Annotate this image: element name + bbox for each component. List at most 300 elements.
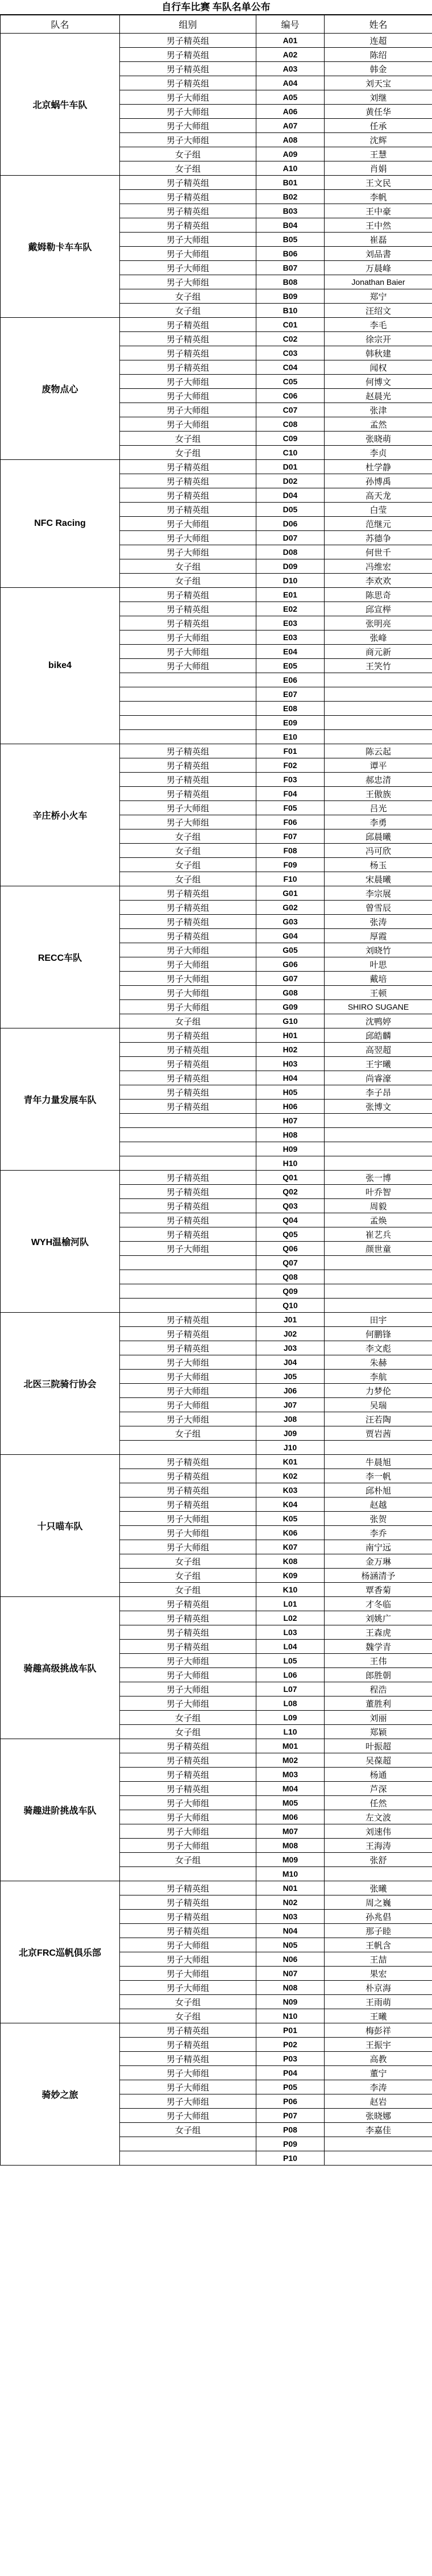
group-cell: 男子大师组 xyxy=(120,2094,256,2109)
group-cell: 男子精英组 xyxy=(120,218,256,233)
rider-name-cell: 戴培 xyxy=(325,972,432,986)
rider-name-cell xyxy=(325,716,432,730)
group-cell: 男子精英组 xyxy=(120,204,256,218)
number-cell: A03 xyxy=(256,62,325,76)
table-row xyxy=(1,176,432,190)
number-cell: B05 xyxy=(256,233,325,247)
number-cell: H02 xyxy=(256,1043,325,1057)
group-cell: 男子精英组 xyxy=(120,176,256,190)
rider-name-cell: 刘姚广 xyxy=(325,1611,432,1625)
number-cell: Q09 xyxy=(256,1284,325,1299)
group-cell: 男子精英组 xyxy=(120,190,256,204)
rider-name-cell: 李乔 xyxy=(325,1526,432,1540)
group-cell: 男子精英组 xyxy=(120,1640,256,1654)
rider-name-cell xyxy=(325,673,432,687)
rider-name-cell: 何鹏锋 xyxy=(325,1327,432,1341)
number-cell: K09 xyxy=(256,1569,325,1583)
group-cell: 女子组 xyxy=(120,1995,256,2009)
team-name-cell: 北医三院骑行协会 xyxy=(1,1313,120,1455)
number-cell: Q02 xyxy=(256,1185,325,1199)
rider-name-cell: 崔磊 xyxy=(325,233,432,247)
rider-name-cell: 牛晨旭 xyxy=(325,1455,432,1469)
group-cell xyxy=(120,1114,256,1128)
rider-name-cell: 果宏 xyxy=(325,1967,432,1981)
rider-name-cell: 李子昂 xyxy=(325,1085,432,1100)
number-cell: J01 xyxy=(256,1313,325,1327)
group-cell: 男子精英组 xyxy=(120,1043,256,1057)
group-cell: 男子精英组 xyxy=(120,1782,256,1796)
group-cell: 女子组 xyxy=(120,559,256,574)
number-cell: L01 xyxy=(256,1597,325,1611)
rider-name-cell: 王森虎 xyxy=(325,1625,432,1640)
rider-name-cell: 叶乔智 xyxy=(325,1185,432,1199)
rider-name-cell: 邱皓麟 xyxy=(325,1028,432,1043)
number-cell: L07 xyxy=(256,1682,325,1696)
number-cell: M08 xyxy=(256,1839,325,1853)
rider-name-cell: 王傲族 xyxy=(325,787,432,801)
number-cell: F08 xyxy=(256,844,325,858)
number-cell: C01 xyxy=(256,318,325,332)
rider-name-cell: 孙兆倡 xyxy=(325,1910,432,1924)
rider-name-cell: 任承 xyxy=(325,119,432,133)
rider-name-cell: 万晨峰 xyxy=(325,261,432,275)
group-cell: 男子精英组 xyxy=(120,1469,256,1483)
number-cell: G05 xyxy=(256,943,325,957)
rider-name-cell xyxy=(325,1270,432,1284)
group-cell xyxy=(120,687,256,702)
group-cell: 男子精英组 xyxy=(120,588,256,602)
number-cell: D02 xyxy=(256,474,325,488)
number-cell: L04 xyxy=(256,1640,325,1654)
group-cell: 男子大师组 xyxy=(120,1682,256,1696)
rider-name-cell: 吕光 xyxy=(325,801,432,815)
group-cell: 男子精英组 xyxy=(120,1199,256,1213)
number-cell: K05 xyxy=(256,1512,325,1526)
team-name-cell: RECC车队 xyxy=(1,886,120,1028)
rider-name-cell: 王海涛 xyxy=(325,1839,432,1853)
number-cell: D10 xyxy=(256,574,325,588)
group-cell xyxy=(120,1128,256,1142)
rider-name-cell: 杨涵清予 xyxy=(325,1569,432,1583)
group-cell: 男子精英组 xyxy=(120,1227,256,1242)
group-cell: 女子组 xyxy=(120,1426,256,1441)
number-cell: J08 xyxy=(256,1412,325,1426)
group-cell: 男子大师组 xyxy=(120,1526,256,1540)
rider-name-cell: 李帆 xyxy=(325,190,432,204)
group-cell: 男子大师组 xyxy=(120,972,256,986)
number-cell: Q01 xyxy=(256,1171,325,1185)
rider-name-cell: 张涛 xyxy=(325,915,432,929)
group-cell xyxy=(120,730,256,744)
group-cell: 女子组 xyxy=(120,1569,256,1583)
group-cell: 男子大师组 xyxy=(120,389,256,403)
team-name-cell: 戴姆勒卡车车队 xyxy=(1,176,120,318)
number-cell: A09 xyxy=(256,147,325,161)
number-cell: A06 xyxy=(256,105,325,119)
group-cell xyxy=(120,1142,256,1156)
number-cell: E02 xyxy=(256,602,325,616)
number-cell: N02 xyxy=(256,1895,325,1910)
rider-name-cell: 赵越 xyxy=(325,1498,432,1512)
rider-name-cell xyxy=(325,1114,432,1128)
number-cell: C05 xyxy=(256,375,325,389)
number-cell: E03 xyxy=(256,630,325,645)
number-cell: G04 xyxy=(256,929,325,943)
number-cell: K06 xyxy=(256,1526,325,1540)
group-cell: 男子精英组 xyxy=(120,901,256,915)
group-cell: 男子大师组 xyxy=(120,247,256,261)
rider-name-cell: 张津 xyxy=(325,403,432,417)
number-cell: A07 xyxy=(256,119,325,133)
number-cell: A05 xyxy=(256,90,325,105)
rider-name-cell: 芦深 xyxy=(325,1782,432,1796)
rider-name-cell: 张峰 xyxy=(325,630,432,645)
number-cell: F04 xyxy=(256,787,325,801)
number-cell: A01 xyxy=(256,34,325,48)
rider-name-cell: 李文彪 xyxy=(325,1341,432,1355)
rider-name-cell: 沈辉 xyxy=(325,133,432,147)
rider-name-cell: 南宁远 xyxy=(325,1540,432,1554)
number-cell: F03 xyxy=(256,773,325,787)
group-cell: 男子精英组 xyxy=(120,1071,256,1085)
table-row xyxy=(1,1881,432,1895)
group-cell xyxy=(120,1156,256,1171)
rider-name-cell: 连超 xyxy=(325,34,432,48)
number-cell: K04 xyxy=(256,1498,325,1512)
group-cell: 男子精英组 xyxy=(120,915,256,929)
table-row xyxy=(1,1028,432,1043)
group-cell: 男子精英组 xyxy=(120,758,256,773)
group-cell: 男子精英组 xyxy=(120,1895,256,1910)
group-cell: 男子精英组 xyxy=(120,318,256,332)
rider-name-cell: 厚霞 xyxy=(325,929,432,943)
rider-name-cell: 董宁 xyxy=(325,2066,432,2080)
group-cell: 男子大师组 xyxy=(120,119,256,133)
group-cell: 男子精英组 xyxy=(120,503,256,517)
team-name-cell: 骑趣进阶挑战车队 xyxy=(1,1739,120,1881)
number-cell: L08 xyxy=(256,1696,325,1711)
rider-name-cell: 孟焕 xyxy=(325,1213,432,1227)
team-name-cell: bike4 xyxy=(1,588,120,744)
rider-name-cell: 朴京海 xyxy=(325,1981,432,1995)
group-cell: 男子大师组 xyxy=(120,1412,256,1426)
number-cell: H01 xyxy=(256,1028,325,1043)
rider-name-cell: 郎胜朝 xyxy=(325,1668,432,1682)
rider-name-cell: 杨通 xyxy=(325,1768,432,1782)
rider-name-cell: 李涛 xyxy=(325,2080,432,2094)
rider-name-cell: 邱宣榉 xyxy=(325,602,432,616)
number-cell: L02 xyxy=(256,1611,325,1625)
group-cell: 男子大师组 xyxy=(120,2066,256,2080)
number-cell: J03 xyxy=(256,1341,325,1355)
group-cell: 男子精英组 xyxy=(120,616,256,630)
number-cell: M04 xyxy=(256,1782,325,1796)
number-cell: D04 xyxy=(256,488,325,503)
number-cell: L06 xyxy=(256,1668,325,1682)
rider-name-cell: 邱朴旭 xyxy=(325,1483,432,1498)
rider-name-cell: 赵晨光 xyxy=(325,389,432,403)
number-cell: N05 xyxy=(256,1938,325,1952)
rider-name-cell: Jonathan Baier xyxy=(325,275,432,289)
group-cell: 男子精英组 xyxy=(120,886,256,901)
group-cell: 女子组 xyxy=(120,829,256,844)
rider-name-cell: 汪绍文 xyxy=(325,304,432,318)
rider-name-cell: 肖娟 xyxy=(325,161,432,176)
number-cell: N03 xyxy=(256,1910,325,1924)
rider-name-cell xyxy=(325,1299,432,1313)
group-cell xyxy=(120,2137,256,2151)
number-cell: N07 xyxy=(256,1967,325,1981)
rider-name-cell: 王文民 xyxy=(325,176,432,190)
number-cell: N01 xyxy=(256,1881,325,1895)
team-name-cell: 废物点心 xyxy=(1,318,120,460)
number-cell: H10 xyxy=(256,1156,325,1171)
number-cell: P02 xyxy=(256,2038,325,2052)
number-cell: H09 xyxy=(256,1142,325,1156)
number-cell: D05 xyxy=(256,503,325,517)
rider-name-cell xyxy=(325,1128,432,1142)
group-cell: 男子大师组 xyxy=(120,630,256,645)
team-name-cell: 骑妙之旅 xyxy=(1,2023,120,2166)
rider-name-cell: 高天龙 xyxy=(325,488,432,503)
group-cell: 女子组 xyxy=(120,2123,256,2137)
group-cell: 男子精英组 xyxy=(120,1313,256,1327)
number-cell: P09 xyxy=(256,2137,325,2151)
number-cell: A04 xyxy=(256,76,325,90)
rider-name-cell: 崔艺兵 xyxy=(325,1227,432,1242)
group-cell xyxy=(120,1441,256,1455)
group-cell: 男子大师组 xyxy=(120,659,256,673)
group-cell: 女子组 xyxy=(120,1725,256,1739)
number-cell: E01 xyxy=(256,588,325,602)
number-cell: E09 xyxy=(256,716,325,730)
group-cell: 男子大师组 xyxy=(120,403,256,417)
group-cell xyxy=(120,716,256,730)
number-cell: E07 xyxy=(256,687,325,702)
number-cell: Q05 xyxy=(256,1227,325,1242)
group-cell xyxy=(120,1256,256,1270)
rider-name-cell: 孙博禹 xyxy=(325,474,432,488)
number-cell: B03 xyxy=(256,204,325,218)
group-cell: 男子大师组 xyxy=(120,1810,256,1824)
group-cell: 女子组 xyxy=(120,161,256,176)
number-cell: P08 xyxy=(256,2123,325,2137)
number-cell: J05 xyxy=(256,1370,325,1384)
table-header xyxy=(1,15,432,34)
rider-name-cell: 李勇 xyxy=(325,815,432,829)
rider-name-cell: 杜学静 xyxy=(325,460,432,474)
number-cell: P04 xyxy=(256,2066,325,2080)
group-cell: 男子精英组 xyxy=(120,346,256,360)
group-cell xyxy=(120,1299,256,1313)
rider-name-cell: 梅彭祥 xyxy=(325,2023,432,2038)
rider-name-cell: 黄任华 xyxy=(325,105,432,119)
group-cell: 男子大师组 xyxy=(120,1540,256,1554)
rider-name-cell xyxy=(325,730,432,744)
group-cell: 男子大师组 xyxy=(120,1796,256,1810)
number-cell: B06 xyxy=(256,247,325,261)
group-cell: 男子精英组 xyxy=(120,488,256,503)
table-row xyxy=(1,318,432,332)
group-cell: 男子大师组 xyxy=(120,1000,256,1014)
group-cell: 男子精英组 xyxy=(120,1768,256,1782)
number-cell: L10 xyxy=(256,1725,325,1739)
group-cell: 男子精英组 xyxy=(120,34,256,48)
number-cell: M07 xyxy=(256,1824,325,1839)
group-cell: 男子精英组 xyxy=(120,1341,256,1355)
sheet-title: 自行车比赛 车队名单公布 xyxy=(0,0,432,15)
group-cell: 男子大师组 xyxy=(120,1355,256,1370)
group-cell: 男子精英组 xyxy=(120,929,256,943)
rider-name-cell: 李贞 xyxy=(325,446,432,460)
rider-name-cell: 王喆 xyxy=(325,1952,432,1967)
number-cell: D01 xyxy=(256,460,325,474)
rider-name-cell: 白莹 xyxy=(325,503,432,517)
number-cell: P03 xyxy=(256,2052,325,2066)
rider-name-cell: 王伟 xyxy=(325,1654,432,1668)
number-cell: H07 xyxy=(256,1114,325,1128)
group-cell: 男子大师组 xyxy=(120,1981,256,1995)
number-cell: H06 xyxy=(256,1100,325,1114)
table-row xyxy=(1,1171,432,1185)
group-cell: 男子精英组 xyxy=(120,1611,256,1625)
number-cell: J02 xyxy=(256,1327,325,1341)
group-cell: 男子精英组 xyxy=(120,1185,256,1199)
group-cell: 男子大师组 xyxy=(120,645,256,659)
number-cell: G09 xyxy=(256,1000,325,1014)
group-cell: 男子精英组 xyxy=(120,1910,256,1924)
group-cell: 男子大师组 xyxy=(120,801,256,815)
number-cell: E10 xyxy=(256,730,325,744)
number-cell: F07 xyxy=(256,829,325,844)
number-cell: J09 xyxy=(256,1426,325,1441)
number-cell: K02 xyxy=(256,1469,325,1483)
rider-name-cell: 张晓萌 xyxy=(325,432,432,446)
rider-name-cell: 宋晨曦 xyxy=(325,872,432,886)
group-cell: 男子精英组 xyxy=(120,474,256,488)
group-cell: 男子大师组 xyxy=(120,517,256,531)
header-row xyxy=(1,15,432,34)
group-cell: 男子大师组 xyxy=(120,1839,256,1853)
team-name-cell: 辛庄桥小火车 xyxy=(1,744,120,886)
rider-name-cell: 王笑竹 xyxy=(325,659,432,673)
rider-name-cell: 李宗展 xyxy=(325,886,432,901)
group-cell: 女子组 xyxy=(120,432,256,446)
number-cell: H08 xyxy=(256,1128,325,1142)
group-cell: 男子精英组 xyxy=(120,1739,256,1753)
rider-name-cell: 任然 xyxy=(325,1796,432,1810)
rider-name-cell: 刘晓竹 xyxy=(325,943,432,957)
number-cell: G06 xyxy=(256,957,325,972)
rider-name-cell: 尚睿濠 xyxy=(325,1071,432,1085)
rider-name-cell: 刘天宝 xyxy=(325,76,432,90)
number-cell: L03 xyxy=(256,1625,325,1640)
rider-name-cell: 杨玉 xyxy=(325,858,432,872)
number-cell: M10 xyxy=(256,1867,325,1881)
rider-name-cell: 力梦伦 xyxy=(325,1384,432,1398)
group-cell: 男子大师组 xyxy=(120,815,256,829)
number-cell: Q04 xyxy=(256,1213,325,1227)
number-cell: K07 xyxy=(256,1540,325,1554)
number-cell: H04 xyxy=(256,1071,325,1085)
number-cell: F02 xyxy=(256,758,325,773)
rider-name-cell: 沈鸭婷 xyxy=(325,1014,432,1028)
rider-name-cell: 张明亮 xyxy=(325,616,432,630)
number-cell: E04 xyxy=(256,645,325,659)
rider-name-cell: 王帆含 xyxy=(325,1938,432,1952)
rider-name-cell: 李嘉佳 xyxy=(325,2123,432,2137)
group-cell: 男子大师组 xyxy=(120,957,256,972)
rider-name-cell: 刘品書 xyxy=(325,247,432,261)
table-row xyxy=(1,460,432,474)
group-cell: 女子组 xyxy=(120,1554,256,1569)
rider-name-cell: 李航 xyxy=(325,1370,432,1384)
group-cell: 男子精英组 xyxy=(120,48,256,62)
team-name-cell: 青年力量发展车队 xyxy=(1,1028,120,1171)
number-cell: Q10 xyxy=(256,1299,325,1313)
group-cell: 男子大师组 xyxy=(120,1242,256,1256)
rider-name-cell xyxy=(325,1284,432,1299)
rider-name-cell: 曾雪辰 xyxy=(325,901,432,915)
number-cell: Q07 xyxy=(256,1256,325,1270)
number-cell: B07 xyxy=(256,261,325,275)
number-cell: F10 xyxy=(256,872,325,886)
rider-name-cell: 陈云起 xyxy=(325,744,432,758)
group-cell: 男子大师组 xyxy=(120,375,256,389)
rider-name-cell: 李毛 xyxy=(325,318,432,332)
number-cell: B02 xyxy=(256,190,325,204)
group-cell: 男子大师组 xyxy=(120,105,256,119)
table-body xyxy=(1,34,432,2166)
number-cell: K08 xyxy=(256,1554,325,1569)
rider-name-cell: 王宇曦 xyxy=(325,1057,432,1071)
group-cell: 男子大师组 xyxy=(120,1512,256,1526)
group-cell xyxy=(120,2151,256,2166)
rider-name-cell: 张曦 xyxy=(325,1881,432,1895)
group-cell: 男子精英组 xyxy=(120,1924,256,1938)
rider-name-cell: 孟然 xyxy=(325,417,432,432)
number-cell: K03 xyxy=(256,1483,325,1498)
rider-name-cell: 颜世童 xyxy=(325,1242,432,1256)
group-cell: 女子组 xyxy=(120,858,256,872)
number-cell: J07 xyxy=(256,1398,325,1412)
group-cell: 男子精英组 xyxy=(120,773,256,787)
group-cell: 女子组 xyxy=(120,147,256,161)
number-cell: M02 xyxy=(256,1753,325,1768)
number-cell: F09 xyxy=(256,858,325,872)
rider-name-cell xyxy=(325,1256,432,1270)
group-cell: 女子组 xyxy=(120,872,256,886)
group-cell: 男子大师组 xyxy=(120,1952,256,1967)
rider-name-cell: 张一博 xyxy=(325,1171,432,1185)
number-cell: A10 xyxy=(256,161,325,176)
group-cell: 女子组 xyxy=(120,1014,256,1028)
group-cell: 女子组 xyxy=(120,1583,256,1597)
number-cell: N04 xyxy=(256,1924,325,1938)
team-name-cell: 北京FRC巡帆俱乐部 xyxy=(1,1881,120,2023)
rider-name-cell: 赵岩 xyxy=(325,2094,432,2109)
table-row xyxy=(1,34,432,48)
number-cell: M05 xyxy=(256,1796,325,1810)
number-cell: G07 xyxy=(256,972,325,986)
group-cell: 男子大师组 xyxy=(120,275,256,289)
table-row xyxy=(1,1597,432,1611)
group-cell: 男子大师组 xyxy=(120,1654,256,1668)
team-name-cell: NFC Racing xyxy=(1,460,120,588)
group-cell: 男子精英组 xyxy=(120,1057,256,1071)
rider-name-cell: 闻权 xyxy=(325,360,432,375)
group-cell: 男子精英组 xyxy=(120,62,256,76)
